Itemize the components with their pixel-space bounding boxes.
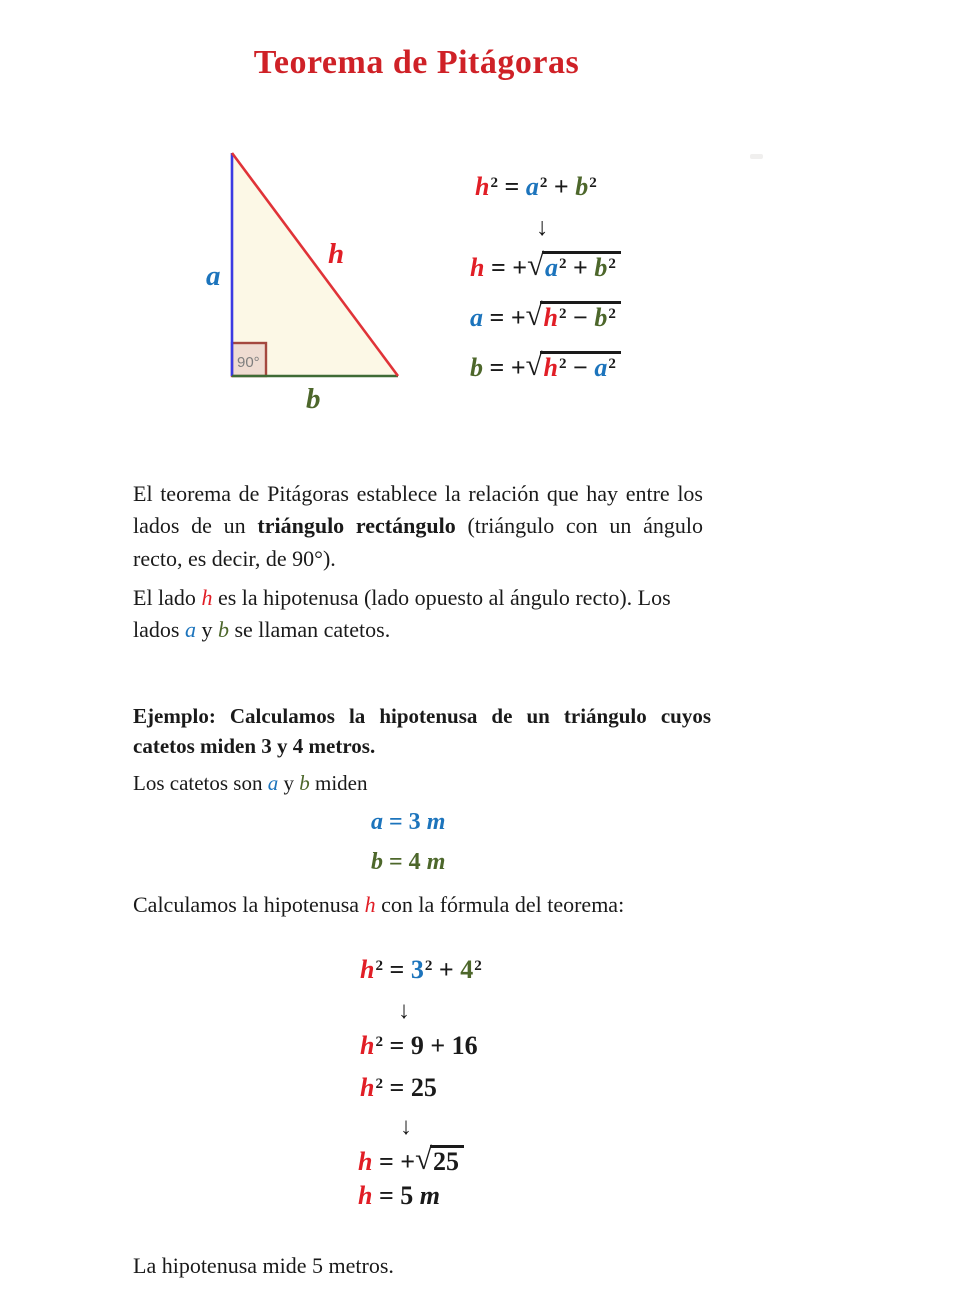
paragraph-catetos — [133, 768, 713, 799]
example-heading: Ejemplo: Calculamos la hipotenusa de un triángulo cuyos catetos miden 3 y 4 metros. — [133, 704, 711, 759]
radical-sign: √ — [415, 1142, 432, 1176]
paragraph-calculate-hypotenuse — [133, 889, 715, 921]
text-segment: h — [360, 955, 375, 984]
radical-sign: √ — [525, 348, 543, 382]
text-segment: a — [184, 617, 196, 643]
text-segment: b — [575, 172, 589, 201]
text-segment: es la hipotenusa (lado opuesto al ángulo recto). Los lados — [133, 585, 671, 643]
text-segment: − — [566, 303, 595, 332]
text-segment: = 25 — [383, 1073, 437, 1102]
text-segment: 3 — [410, 955, 424, 984]
text-segment: h — [475, 172, 490, 201]
text-segment: y — [195, 617, 218, 643]
text-segment: El teorema de Pitágoras establece la relación que hay entre los lados de un — [133, 481, 703, 539]
text-segment: 25 — [432, 1147, 459, 1176]
paragraph-sides-naming — [133, 582, 715, 647]
closing-line: La hipotenusa mide 5 metros. — [133, 1253, 394, 1278]
text-segment: h — [201, 585, 213, 610]
right-angle-label: 90° — [237, 354, 260, 371]
text-segment: 2 — [375, 957, 384, 974]
text-segment: h — [358, 1147, 373, 1176]
text-segment: 2 — [558, 255, 567, 272]
text-segment: El lado — [133, 585, 202, 610]
text-segment: m — [426, 809, 446, 835]
radical-sign: √ — [527, 248, 544, 282]
text-segment: = + — [372, 1147, 416, 1176]
text-segment: = — [498, 172, 526, 201]
down-arrow-icon: ↓ — [400, 1114, 412, 1140]
side-a-label: a — [206, 260, 221, 292]
text-segment: 2 — [589, 174, 597, 191]
radicand — [430, 1145, 464, 1177]
text-segment: 5 — [400, 1181, 420, 1210]
text-segment: 2 — [608, 305, 616, 322]
text-segment: + — [566, 253, 595, 282]
text-segment: 2 — [474, 957, 482, 974]
text-segment: se llaman catetos. — [228, 617, 391, 643]
text-segment: 2 — [375, 1075, 384, 1092]
text-segment: 2 — [539, 174, 548, 191]
radicand — [542, 251, 621, 283]
text-segment: 2 — [424, 957, 433, 974]
text-segment: a — [267, 771, 279, 795]
text-segment: y — [278, 771, 300, 795]
example-step-result — [358, 1181, 440, 1211]
page-title: Teorema de Pitágoras — [253, 44, 580, 81]
radicand — [540, 351, 620, 383]
radicand — [540, 301, 620, 333]
text-segment: + — [432, 955, 461, 984]
text-segment: b — [217, 617, 229, 643]
text-segment: − — [566, 353, 595, 382]
text-segment: h — [360, 1073, 375, 1102]
text-segment: 4 — [460, 955, 474, 984]
radical-sign: √ — [525, 298, 543, 332]
example-step-squares — [360, 955, 482, 985]
text-segment: 2 — [608, 355, 616, 372]
example-step-sum — [360, 1031, 478, 1061]
text-segment: 2 — [608, 255, 616, 272]
example-step-sqrt — [358, 1142, 464, 1177]
text-segment: m — [419, 1181, 441, 1210]
text-segment: = 4 — [383, 849, 427, 875]
text-segment: 2 — [490, 174, 499, 191]
side-a-formula — [470, 298, 621, 333]
down-arrow-icon: ↓ — [398, 998, 410, 1024]
text-segment: con la fórmula del teorema: — [375, 892, 625, 917]
text-segment: = + — [483, 353, 526, 382]
text-segment: m — [426, 849, 446, 875]
text-segment: 2 — [375, 1033, 384, 1050]
paragraph-theorem-intro — [133, 478, 703, 575]
text-segment: = + — [484, 253, 528, 282]
side-b-formula — [470, 348, 621, 383]
text-segment: a — [594, 353, 608, 382]
faint-artifact — [750, 154, 763, 159]
text-segment: h — [470, 253, 485, 282]
text-segment: triángulo rectángulo — [257, 513, 456, 539]
text-segment: (triángulo con un ángulo recto, es decir, de 90°). — [133, 513, 704, 571]
text-segment: = 9 + 16 — [383, 1031, 478, 1060]
value-a-equals-3m — [371, 809, 445, 836]
text-segment: b — [371, 849, 383, 875]
text-segment: = + — [483, 303, 526, 332]
text-segment: a — [470, 303, 483, 332]
text-segment: + — [547, 172, 576, 201]
text-segment: b — [299, 771, 310, 795]
side-b-label: b — [306, 383, 321, 415]
text-segment: a — [371, 809, 383, 835]
text-segment: a — [525, 172, 539, 201]
text-segment: h — [360, 1031, 375, 1060]
text-segment: h — [543, 353, 558, 382]
text-segment: h — [364, 892, 376, 917]
text-segment: a — [544, 253, 558, 282]
text-segment: 2 — [558, 355, 567, 372]
main-theorem-formula — [475, 172, 597, 202]
text-segment: h — [358, 1181, 373, 1210]
text-segment: = — [383, 955, 411, 984]
text-segment: Calculamos la hipotenusa — [133, 892, 365, 917]
example-step-25 — [360, 1073, 437, 1103]
hypotenuse-label: h — [328, 238, 345, 270]
text-segment: 2 — [558, 305, 567, 322]
hypotenuse-formula — [470, 248, 621, 283]
text-segment: b — [594, 303, 608, 332]
text-segment: = 3 — [383, 809, 427, 835]
text-segment: h — [543, 303, 558, 332]
text-segment: b — [470, 353, 483, 382]
text-segment: miden — [309, 771, 368, 795]
text-segment: = — [372, 1181, 401, 1210]
value-b-equals-4m — [371, 849, 445, 876]
triangle-figure — [190, 148, 410, 416]
down-arrow-icon: ↓ — [536, 214, 549, 241]
text-segment: Los catetos son — [133, 771, 268, 795]
text-segment: b — [594, 253, 608, 282]
